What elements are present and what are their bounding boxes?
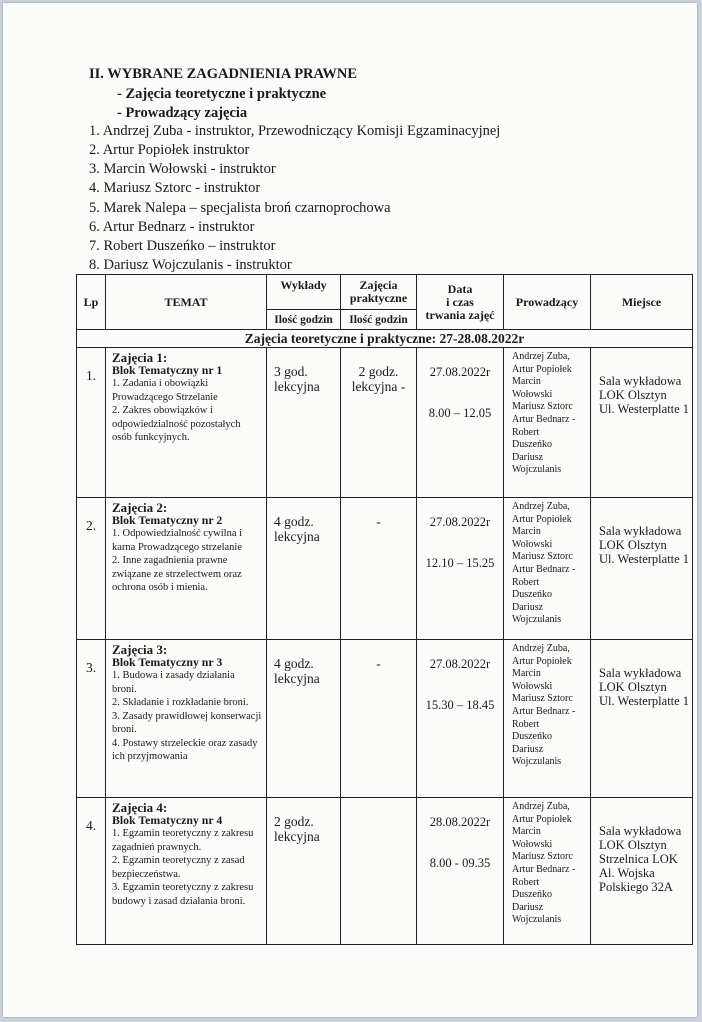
instructor-line: Marcin [512,826,541,838]
instructor-line: Duszeńko [512,889,552,901]
instructor-line: Marcin [512,526,541,538]
row-praktyczne [341,798,417,945]
session-banner: Zajęcia teoretyczne i praktyczne: 27-28.08.2022r [77,330,693,348]
subtitle-classes: - Zajęcia teoretyczne i praktyczne [117,86,327,102]
topic-item: 4. Postawy strzeleckie oraz zasady ich przyjmowania [112,737,258,762]
row-prowadzacy [504,640,591,798]
topic-item: 2. Składanie i rozkładanie broni. [112,697,249,708]
row-date: 27.08.2022r [429,365,491,379]
wyklady-line: 4 godz. [274,656,314,671]
instructor-line: Duszeńko [512,439,552,451]
place-line: Ul. Westerplatte 1 [599,694,690,708]
place-line: Polskiego 32A [599,880,673,894]
topic-block: Blok Tematyczny nr 4 [112,813,223,827]
instructor-line: Mariusz Sztorc [512,401,573,413]
place-line: Sala wykładowa [599,666,682,680]
row-date: 28.08.2022r [429,815,491,829]
row-number: 1. [77,348,106,498]
row-time: 8.00 - 09.35 [429,856,491,870]
staff-item: 6. Artur Bednarz - instruktor [89,219,255,235]
row-number: 2. [77,498,106,640]
instructor-line: Mariusz Sztorc [512,851,573,863]
instructor-line: Dariusz [512,743,544,755]
topic-block: Blok Tematyczny nr 2 [112,513,223,527]
instructor-line: Andrzej Zuba, [512,801,570,812]
instructor-line: Mariusz Sztorc [512,693,573,705]
praktyczne-line: 2 godz. [358,364,399,379]
row-prowadzacy [504,798,591,945]
header-data-line3: trwania zajęć [425,307,495,322]
topic-item: 3. Zasady prawidłowej konserwacji broni. [112,710,262,735]
instructor-line: Artur Popiołek [512,363,572,375]
document-page [3,3,697,1017]
instructor-line: Artur Popiołek [512,813,572,825]
row-date-time [417,348,504,498]
row-topic [106,348,267,498]
instructor-line: Wołowski [512,680,553,692]
row-wyklady [267,498,341,640]
instructor-line: Andrzej Zuba, [512,643,570,654]
wyklady-line: lekcyjna [274,379,320,394]
staff-item: 2. Artur Popiołek instruktor [89,142,250,158]
row-date: 27.08.2022r [429,657,491,671]
row-praktyczne [341,348,417,498]
topic-title: Zajęcia 3: [112,642,168,657]
instructor-line: Dariusz [512,451,544,463]
row-wyklady [267,640,341,798]
place-line: LOK Olsztyn [599,680,667,694]
instructor-line: Robert [512,576,540,588]
header-data [417,275,504,330]
staff-item: 5. Marek Nalepa – specjalista broń czarnoprochowa [89,200,391,216]
place-line: LOK Olsztyn [599,388,667,402]
place-line: Ul. Westerplatte 1 [599,552,690,566]
section-title: II. WYBRANE ZAGADNIENIA PRAWNE [89,66,358,82]
praktyczne-line: - [376,514,381,529]
header-zajecia-line1: Zajęcia [359,278,398,292]
header-wyklady: Wykłady [267,275,341,310]
instructor-line: Andrzej Zuba, [512,351,570,362]
instructor-line: Wołowski [512,388,553,400]
topic-title: Zajęcia 2: [112,500,168,515]
row-wyklady [267,798,341,945]
topic-title: Zajęcia 1: [112,350,168,365]
instructor-line: Marcin [512,376,541,388]
topic-block: Blok Tematyczny nr 1 [112,363,223,377]
topic-item: 2. Egzamin teoretyczny z zasad bezpieczeństwa. [112,855,245,880]
row-number: 3. [77,640,106,798]
topic-item: 3. Egzamin teoretyczny z zakresu budowy i zasad działania broni. [112,882,254,907]
table-row [77,640,693,798]
row-time: 15.30 – 18.45 [425,698,495,712]
instructor-line: Wojczulanis [512,464,562,476]
instructor-line: Wołowski [512,838,553,850]
instructor-line: Wojczulanis [512,914,562,926]
header-ilosc-godzin-wyklady: Ilość godzin [267,310,341,330]
row-praktyczne [341,498,417,640]
instructor-line: Artur Bednarz - [512,705,576,717]
instructor-line: Marcin [512,668,541,680]
wyklady-line: lekcyjna [274,671,320,686]
row-date-time [417,798,504,945]
place-line: LOK Olsztyn [599,538,667,552]
topic-title: Zajęcia 4: [112,800,168,815]
instructor-line: Dariusz [512,901,544,913]
topic-item: 2. Zakres obowiązków i odpowiedzialność pozostałych osób funkcyjnych. [112,405,241,443]
instructor-line: Wojczulanis [512,614,562,626]
wyklady-line: lekcyjna [274,529,320,544]
header-lp: Lp [77,275,106,330]
staff-item: 1. Andrzej Zuba - instruktor, Przewodniczący Komisji Egzaminacyjnej [89,123,501,139]
topic-item: 1. Odpowiedzialność cywilna i karna Prowadzącego strzelanie [112,528,243,553]
instructor-line: Wołowski [512,538,553,550]
praktyczne-line: lekcyjna - [351,379,406,394]
row-miejsce [591,640,693,798]
header-temat: TEMAT [106,275,267,330]
header-miejsce: Miejsce [591,275,693,330]
instructor-line: Artur Popiołek [512,655,572,667]
row-miejsce [591,798,693,945]
instructor-line: Duszeńko [512,589,552,601]
instructor-line: Robert [512,718,540,730]
row-wyklady [267,348,341,498]
instructor-line: Mariusz Sztorc [512,551,573,563]
wyklady-line: 3 god. [274,364,308,379]
row-prowadzacy [504,348,591,498]
staff-item: 4. Mariusz Sztorc - instruktor [89,180,261,196]
header-data-line2: i czas [446,294,474,309]
row-topic [106,498,267,640]
topic-item: 2. Inne zagadnienia prawne związane ze strzelectwem oraz ochrona osób i mienia. [112,555,242,593]
instructor-line: Robert [512,876,540,888]
table-row [77,498,693,640]
staff-item: 8. Dariusz Wojczulanis - instruktor [89,257,292,273]
place-line: Strzelnica LOK [599,852,678,866]
header-prowadzacy: Prowadzący [504,275,591,330]
header-zajecia-praktyczne [341,275,417,310]
row-time: 8.00 – 12.05 [428,406,492,420]
instructor-line: Wojczulanis [512,756,562,768]
place-line: LOK Olsztyn [599,838,667,852]
instructor-line: Duszeńko [512,731,552,743]
header-zajecia-line2: praktyczne [349,291,408,305]
topic-item: 1. Egzamin teoretyczny z zakresu zagadnień prawnych. [112,828,254,853]
row-praktyczne [341,640,417,798]
row-number: 4. [77,798,106,945]
header-ilosc-godzin-praktyczne: Ilość godzin [341,310,417,330]
topic-block: Blok Tematyczny nr 3 [112,655,223,669]
topic-item: 1. Budowa i zasady działania broni. [112,670,235,695]
wyklady-line: lekcyjna [274,829,320,844]
staff-item: 7. Robert Duszeńko – instruktor [89,238,276,254]
row-date-time [417,498,504,640]
instructor-line: Dariusz [512,601,544,613]
table-row [77,348,693,498]
wyklady-line: 4 godz. [274,514,314,529]
instructor-line: Artur Bednarz - [512,563,576,575]
staff-item: 3. Marcin Wołowski - instruktor [89,161,276,177]
instructor-line: Artur Popiołek [512,513,572,525]
table-row [77,798,693,945]
place-line: Ul. Westerplatte 1 [599,402,690,416]
header-data-line1: Data [447,281,473,296]
place-line: Sala wykładowa [599,374,682,388]
row-miejsce [591,498,693,640]
row-time: 12.10 – 15.25 [425,556,495,570]
row-miejsce [591,348,693,498]
praktyczne-line: - [376,656,381,671]
row-date-time [417,640,504,798]
wyklady-line: 2 godz. [274,814,314,829]
instructor-line: Artur Bednarz - [512,863,576,875]
instructor-line: Andrzej Zuba, [512,501,570,512]
row-prowadzacy [504,498,591,640]
place-line: Al. Wojska [599,866,655,880]
instructor-line: Artur Bednarz - [512,413,576,425]
subtitle-instructors: - Prowadzący zajęcia [117,105,248,121]
row-topic [106,798,267,945]
topic-item: 1. Zadania i obowiązki Prowadzącego Strzelanie [112,378,218,403]
row-date: 27.08.2022r [429,515,491,529]
place-line: Sala wykładowa [599,524,682,538]
instructor-line: Robert [512,426,540,438]
place-line: Sala wykładowa [599,824,682,838]
schedule-table [76,274,693,945]
row-topic [106,640,267,798]
